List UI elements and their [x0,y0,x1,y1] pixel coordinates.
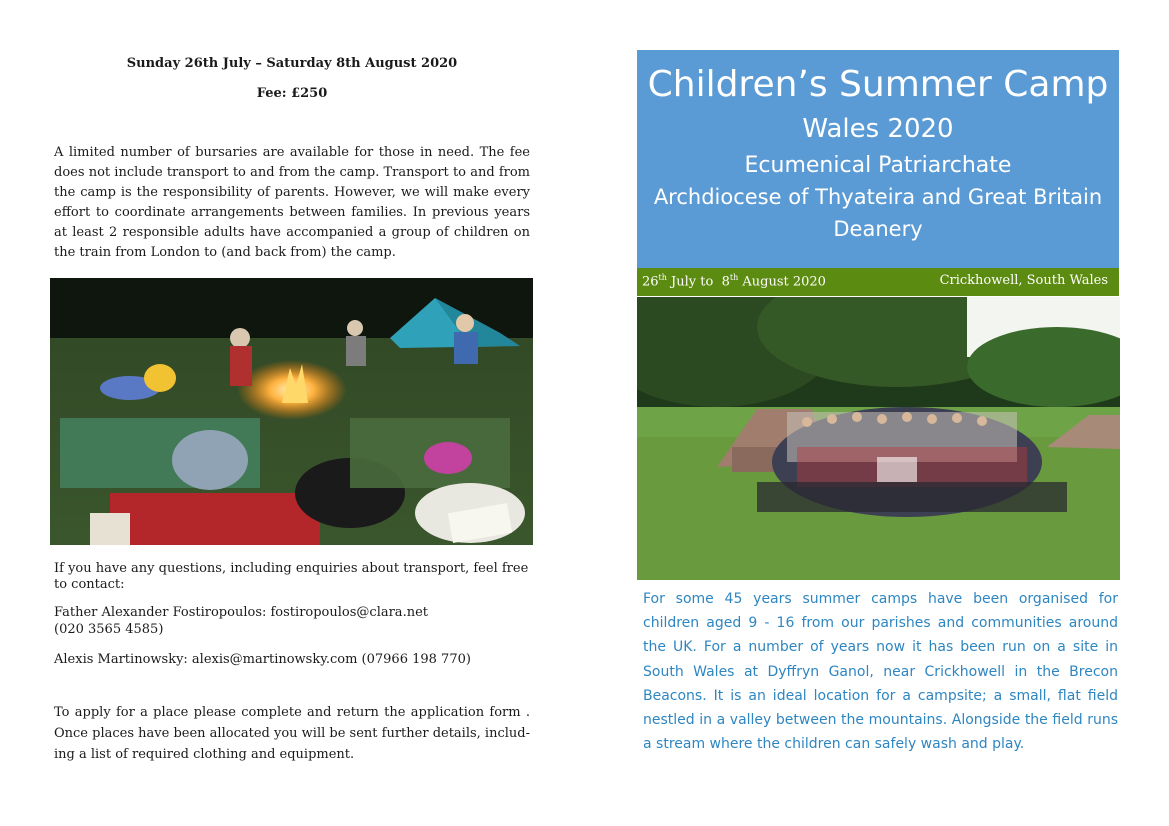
contact-martinowsky: Alexis Martinowsky: alexis@martinowsky.com (07966 198 770) [54,652,471,667]
date-range: 26th July to 8th August 2020 [642,273,826,290]
contact1-name-email: Father Alexander Fostiropoulos: fostiropoulos@clara.net [54,605,428,620]
bursary-paragraph: A limited number of bursaries are available for those in need. The fee does not include transport to and from the camp. Transport to and from the camp is the responsibility of parents. However, we will make every effort to coordinate arrangements between families. In previous years at least 2 responsible adults have accompanied a group of children on the train from London to (and back from) the camp. [54,145,530,260]
group-photo [637,297,1120,580]
banner-line-patriarchate: Ecumenical Patriarchate [744,153,1012,178]
contact-fostiropoulos [54,604,530,638]
camp-dates: Sunday 26th July – Saturday 8th August 2020 [126,56,458,71]
banner-subtitle: Wales 2020 [802,114,954,144]
banner-line-archdiocese: Archdiocese of Thyateira and Great Britain [653,185,1103,209]
banner-title: Children’s Summer Camp [647,64,1109,105]
banner-line-deanery: Deanery [833,217,923,241]
date-location-bar [637,268,1119,296]
campfire-photo [50,278,533,545]
questions-paragraph: If you have any questions, including enquiries about transport, feel free to contact: [54,561,529,592]
camp-fee: Fee: £250 [256,86,328,101]
camp-description: For some 45 years summer camps have been organised for children aged 9 - 16 from our parishes and communities around the UK. For a number of years now it has been run on a site in South Wales at Dyffryn Ganol, near Crickhowell in the Brecon Beacons. It is an ideal location for a campsite; a small, flat field nestled in a valley between the mountains. Alongside the field runs a stream where the children can safely wash and play. [643,591,1118,753]
camp-location: Crickhowell, South Wales [939,273,1108,288]
title-banner [637,50,1119,268]
contact1-phone: (020 3565 4585) [54,622,164,637]
apply-paragraph: To apply for a place please complete and return the application form . Once places have been allocated you will be sent further details, includ-ing a list of required clothing and equipment. [54,705,530,762]
